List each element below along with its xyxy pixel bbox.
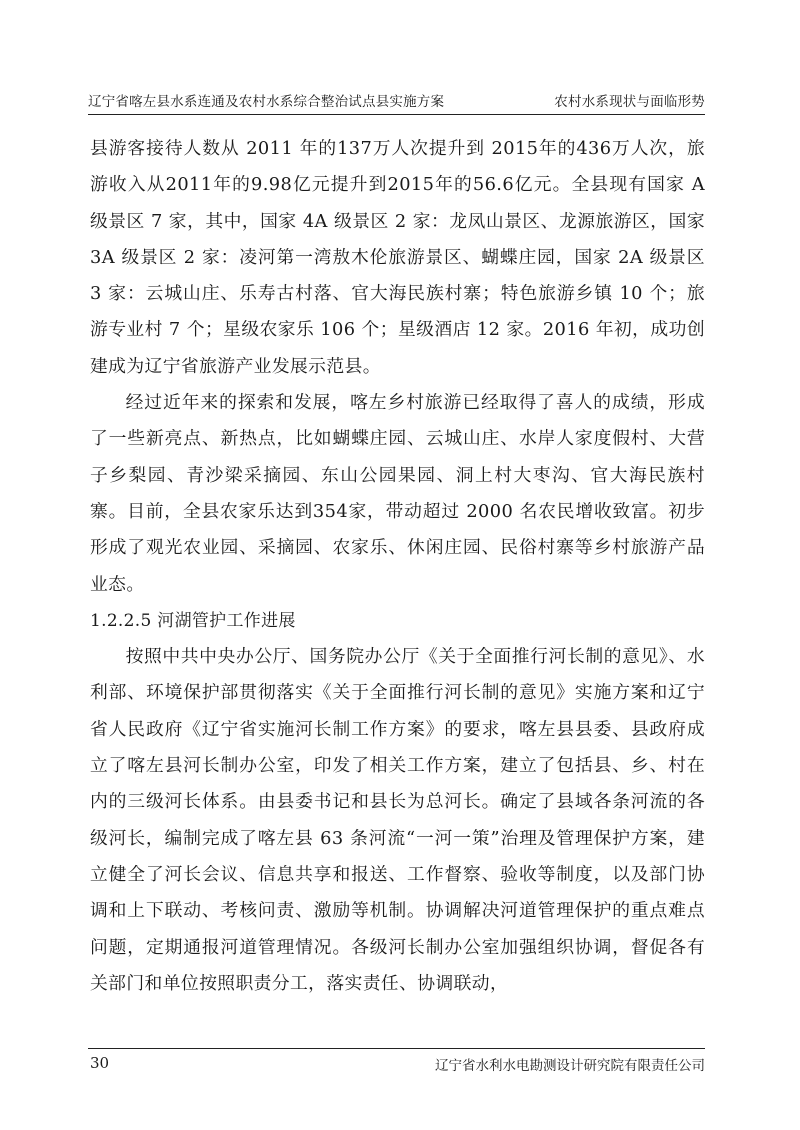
- page-header: [88, 92, 705, 115]
- footer-organization: 辽宁省水利水电勘测设计研究院有限责任公司: [435, 1058, 705, 1074]
- body-paragraph: 经过近年来的探索和发展，喀左乡村旅游已经取得了喜人的成绩，形成了一些新亮点、新热点，比如蝴蝶庄园、云城山庄、水岸人家度假村、大营子乡梨园、青沙梁采摘园、东山公园果园、洞上村大枣沟、官大海民族村寨。目前，全县农家乐达到354家，带动超过 2000 名农民增收致富。初步形成了观光农业园、采摘园、农家乐、休闲庄园、民俗村寨等乡村旅游产品业态。: [90, 392, 705, 595]
- header-document-title: 辽宁省喀左县水系连通及农村水系综合整治试点县实施方案: [88, 94, 445, 110]
- page-footer: [88, 1048, 705, 1074]
- section-heading: 1.2.2.5 河湖管护工作进展: [90, 610, 296, 631]
- body-paragraph-continued: 县游客接待人数从 2011 年的137万人次提升到 2015年的436万人次，旅游收入从2011年的9.98亿元提升到2015年的56.6亿元。全县现有国家 A 级景区 7 家，其中，国家 4A 级景区 2 家：龙凤山景区、龙源旅游区，国家 3A 级景区 2 家：凌河第一湾敖木伦旅游景区、蝴蝶庄园，国家 2A 级景区 3 家：云城山庄、乐寿古村落、官大海民族村寨；特色旅游乡镇 10 个；旅游专业村 7 个；星级农家乐 106 个；星级酒店 12 家。2016 年初，成功创建成为辽宁省旅游产业发展示范县。: [90, 138, 705, 377]
- header-chapter-title: 农村水系现状与面临形势: [554, 94, 705, 110]
- page-number: 30: [90, 1054, 110, 1072]
- page-body: [90, 131, 705, 1002]
- section-paragraph: 按照中共中央办公厅、国务院办公厅《关于全面推行河长制的意见》、水利部、环境保护部贯彻落实《关于全面推行河长制的意见》实施方案和辽宁省人民政府《辽宁省实施河长制工作方案》的要求，喀左县县委、县政府成立了喀左县河长制办公室，印发了相关工作方案，建立了包括县、乡、村在内的三级河长体系。由县委书记和县长为总河长。确定了县域各条河流的各级河长，编制完成了喀左县 63 条河流“一河一策”治理及管理保护方案，建立健全了河长会议、信息共享和报送、工作督察、验收等制度，以及部门协调和上下联动、考核问责、激励等机制。协调解决河道管理保护的重点难点问题，定期通报河道管理情况。各级河长制办公室加强组织协调，督促各有关部门和单位按照职责分工，落实责任、协调联动，: [90, 646, 705, 994]
